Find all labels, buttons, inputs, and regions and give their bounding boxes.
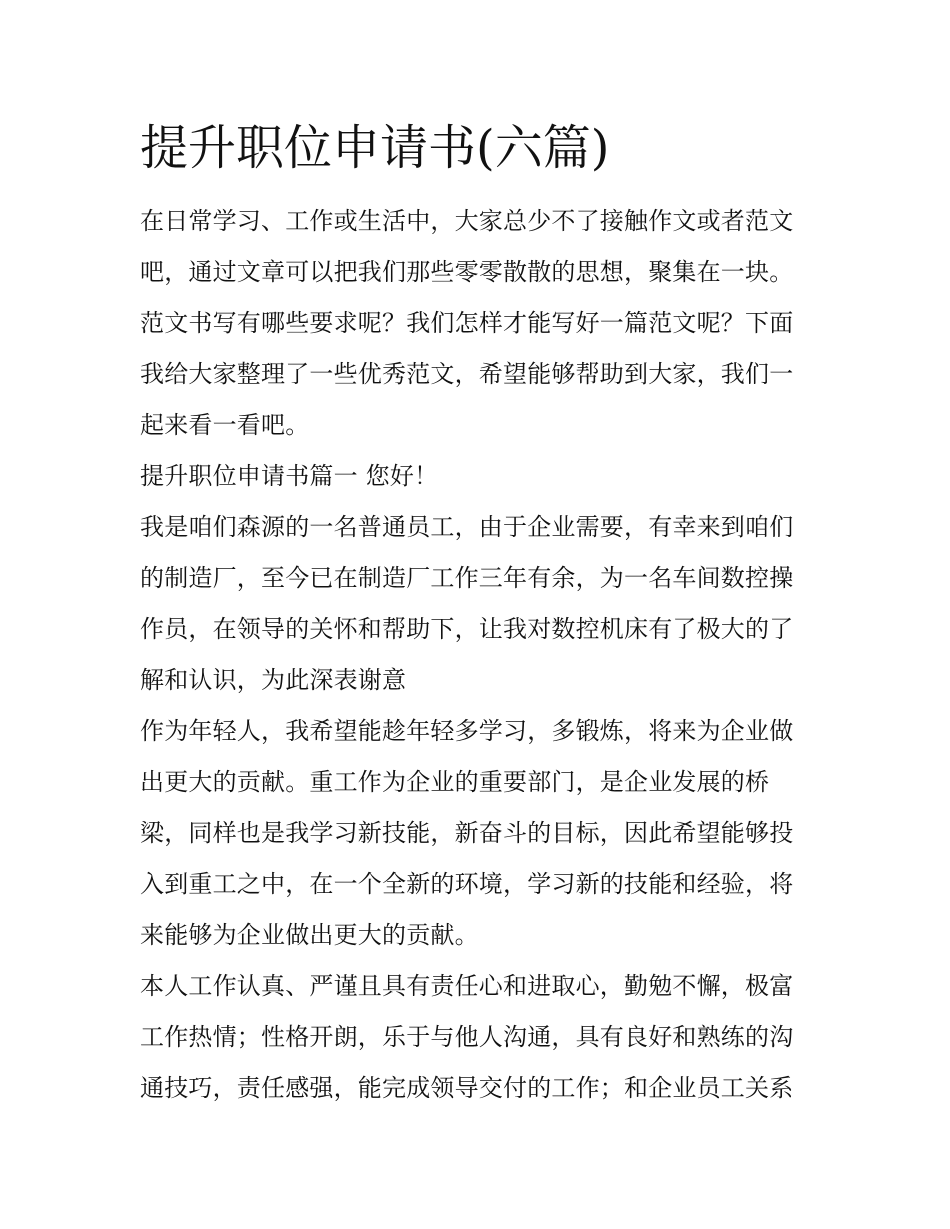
text-line: 我是咱们森源的一名普通员工，由于企业需要，有幸来到咱们 [140, 513, 794, 541]
text-line: 入到重工之中，在一个全新的环境，学习新的技能和经验，将 [140, 870, 794, 898]
text-line: 的制造厂，至今已在制造厂工作三年有余，为一名车间数控操 [140, 564, 794, 592]
document-title: 提升职位申请书(六篇) [140, 120, 610, 176]
text-line: 工作热情；性格开朗，乐于与他人沟通，具有良好和熟练的沟 [140, 1023, 794, 1051]
text-line: 解和认识，为此深表谢意 [140, 666, 407, 694]
text-line: 我给大家整理了一些优秀范文，希望能够帮助到大家，我们一 [140, 360, 794, 388]
text-line: 起来看一看吧。 [140, 411, 310, 439]
text-line: 梁，同样也是我学习新技能，新奋斗的目标，因此希望能够投 [140, 819, 794, 847]
section-heading: 提升职位申请书篇一 您好！ [140, 462, 439, 490]
text-line: 作为年轻人，我希望能趁年轻多学习，多锻炼，将来为企业做 [140, 717, 794, 745]
text-line: 作员，在领导的关怀和帮助下，让我对数控机床有了极大的了 [140, 615, 794, 643]
text-line: 本人工作认真、严谨且具有责任心和进取心，勤勉不懈，极富 [140, 972, 794, 1000]
text-line: 吧，通过文章可以把我们那些零零散散的思想，聚集在一块。 [140, 258, 794, 286]
text-line: 通技巧，责任感强，能完成领导交付的工作；和企业员工关系 [140, 1074, 794, 1102]
text-line: 范文书写有哪些要求呢？我们怎样才能写好一篇范文呢？下面 [140, 309, 794, 337]
text-line: 来能够为企业做出更大的贡献。 [140, 921, 479, 949]
text-line: 出更大的贡献。重工作为企业的重要部门，是企业发展的桥 [140, 768, 770, 796]
text-line: 在日常学习、工作或生活中，大家总少不了接触作文或者范文 [140, 207, 794, 235]
